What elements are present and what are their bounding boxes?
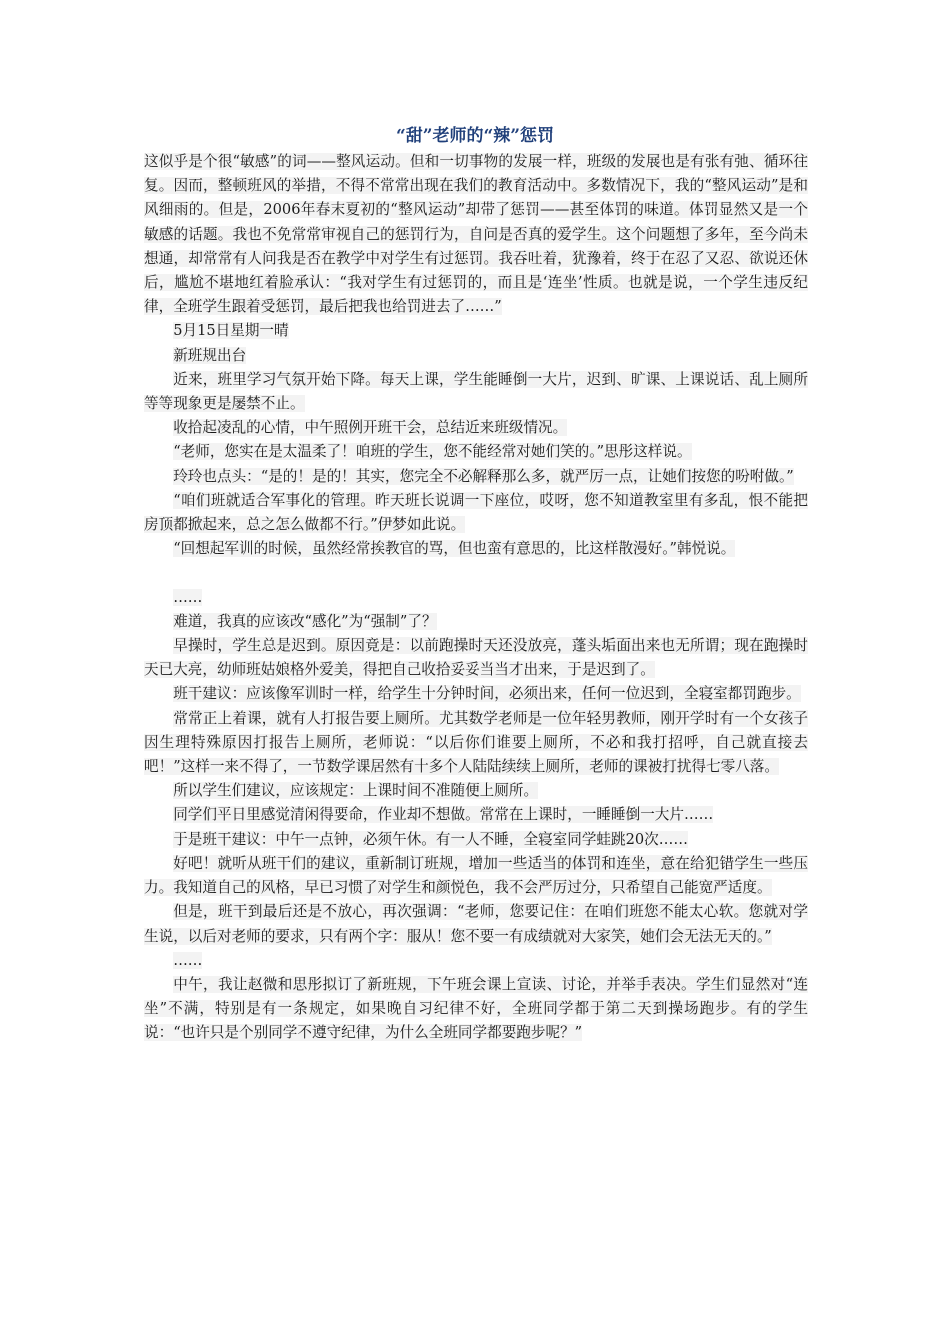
paragraph: 难道，我真的应该改“感化”为“强制”了？ <box>173 612 437 630</box>
paragraph: 但是，班干到最后还是不放心，再次强调：“老师，您要记住：在咱们班您不能太心软。您就对学生说，以后对老师的要求，只有两个字：服从！您不要一有成绩就对大家笑，她们会无法无天的。” <box>144 903 808 945</box>
paragraph: “咱们班就适合军事化的管理。昨天班长说调一下座位，哎呀，您不知道教室里有多乱，恨不能把房顶都掀起来，总之怎么做都不行。”伊梦如此说。 <box>144 491 808 534</box>
paragraph: 于是班干建议：中午一点钟，必须午休。有一人不睡，全寝室同学蛙跳20次…… <box>173 830 688 848</box>
paragraph: 班干建议：应该像军训时一样，给学生十分钟时间，必须出来，任何一位迟到，全寝室都罚跑步。 <box>173 685 801 703</box>
empty-line <box>144 561 808 585</box>
section-heading: 新班规出台 <box>173 346 247 364</box>
paragraph: 常常正上着课，就有人打报告要上厕所。尤其数学老师是一位年轻男教师，刚开学时有一个女孩子因生理特殊原因打报告上厕所，老师说：“以后你们谁要上厕所，不必和我打招呼，自己就直接去吧！”这样一来不得了，一节数学课居然有十多个人陆陆续续上厕所，老师的课被打扰得七零八落。 <box>144 709 808 776</box>
ellipsis-line: …… <box>173 588 203 606</box>
paragraph: 中午，我让赵微和思彤拟订了新班规，下午班会课上宣读、讨论，并举手表决。学生们显然对“连坐”不满，特别是有一条规定，如果晚自习纪律不好，全班同学都于第二天到操场跑步。有的学生说：“也许只是个别同学不遵守纪律，为什么全班同学都要跑步呢？” <box>144 975 808 1042</box>
paragraph: 好吧！就听从班干们的建议，重新制订班规，增加一些适当的体罚和连坐，意在给犯错学生一些压力。我知道自己的风格，早已习惯了对学生和颜悦色，我不会严厉过分，只希望自己能宽严适度。 <box>144 854 808 897</box>
paragraph: 早操时，学生总是迟到。原因竟是：以前跑操时天还没放亮，蓬头垢面出来也无所谓；现在跑操时天已大亮，幼师班姑娘格外爱美，得把自己收拾妥妥当当才出来，于是迟到了。 <box>144 637 808 679</box>
paragraph: 收拾起凌乱的心情，中午照例开班干会，总结近来班级情况。 <box>173 419 568 437</box>
paragraph: “老师，您实在是太温柔了！咱班的学生，您不能经常对她们笑的。”思彤这样说。 <box>173 443 692 461</box>
paragraph: 玲玲也点头：“是的！是的！其实，您完全不必解释那么多，就严厉一点，让她们按您的吩咐做。” <box>173 467 794 485</box>
paragraph: 所以学生们建议，应该规定：上课时间不准随便上厕所。 <box>173 782 539 800</box>
paragraph: 近来，班里学习气氛开始下降。每天上课，学生能睡倒一大片，迟到、旷课、上课说话、乱上厕所等等现象更是屡禁不止。 <box>144 370 808 413</box>
diary-date: 5月15日星期一晴 <box>173 322 289 340</box>
document-body <box>144 150 808 1046</box>
paragraph: 同学们平日里感觉清闲得要命，作业却不想做。常常在上课时，一睡睡倒一大片…… <box>173 806 714 824</box>
paragraph: 这似乎是个很“敏感”的词——整风运动。但和一切事物的发展一样，班级的发展也是有张有弛、循环往复。因而，整顿班风的举措，不得不常常出现在我们的教育活动中。多数情况下，我的“整风运动”是和风细雨的。但是，2006年春末夏初的“整风运动”却带了惩罚——甚至体罚的味道。体罚显然又是一个敏感的话题。我也不免常常审视自己的惩罚行为，自问是否真的爱学生。这个问题想了多年，至今尚未想通，却常常有人问我是否在教学中对学生有过惩罚。我吞吐着，犹豫着，终于在忍了又忍、欲说还休后，尴尬不堪地红着脸承认：“我对学生有过惩罚的，而且是‘连坐’性质。也就是说，一个学生违反纪律，全班学生跟着受惩罚，最后把我也给罚进去了……” <box>144 153 808 316</box>
ellipsis-line: …… <box>173 951 203 969</box>
paragraph: “回想起军训的时候，虽然经常挨教官的骂，但也蛮有意思的，比这样散漫好。”韩悦说。 <box>173 540 736 558</box>
document-title: “甜”老师的“辣”惩罚 <box>395 126 555 146</box>
